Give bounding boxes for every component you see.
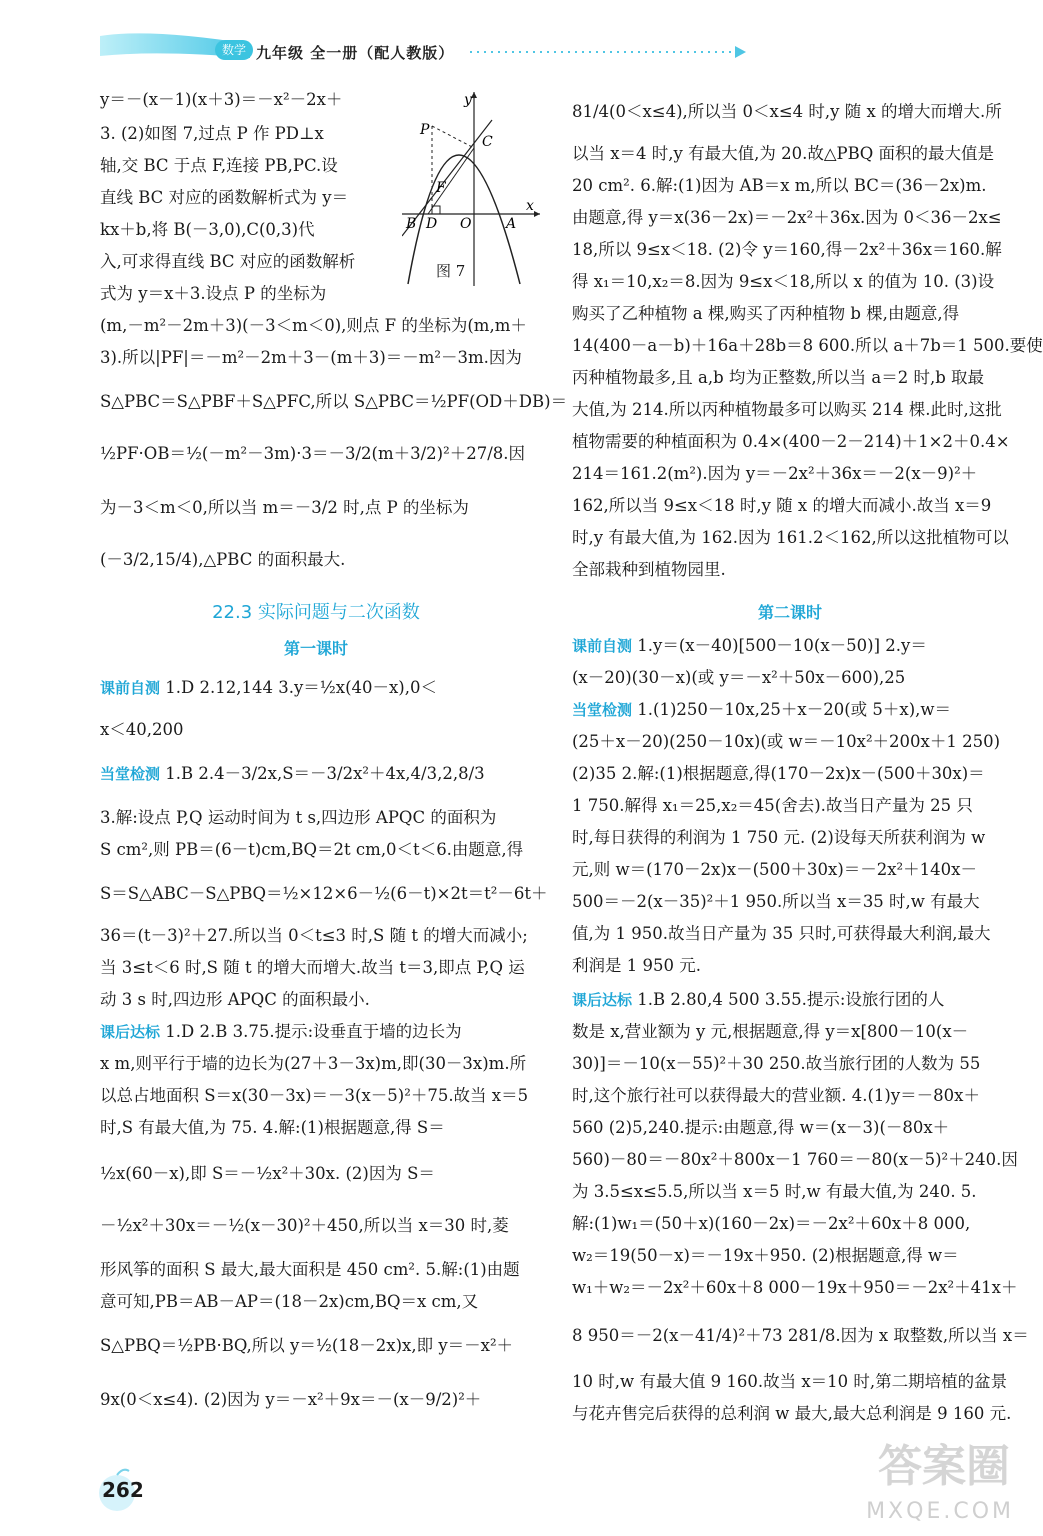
text-line: 14(400－a－b)＋16a＋28b＝8 600.所以 a＋7b＝1 500.要使 — [572, 336, 1043, 355]
text-line: ½x(60－x),即 S＝－½x²＋30x. (2)因为 S＝ — [100, 1164, 435, 1183]
text-line: (2)35 2.解:(1)根据题意,得(170－2x)x－(500＋30x)＝ — [572, 764, 985, 783]
text-line: (m,－m²－2m＋3)(－3＜m＜0),则点 F 的坐标为(m,m＋ — [100, 316, 527, 335]
tag-class-test: 当堂检测 — [100, 765, 161, 783]
tag-post-test: 课后达标 — [572, 991, 633, 1009]
page-header — [0, 0, 1043, 80]
fig-label: C — [482, 134, 493, 150]
text-line: 时,S 有最大值,为 75. 4.解:(1)根据题意,得 S＝ — [100, 1118, 445, 1137]
text-line: 形风筝的面积 S 最大,最大面积是 450 cm². 5.解:(1)由题 — [100, 1260, 520, 1279]
text-line: x＜40,200 — [100, 720, 184, 739]
text-line: 式为 y＝x＋3.设点 P 的坐标为 — [100, 284, 327, 303]
text-line: 500＝－2(x－35)²＋1 950.所以当 x＝35 时,w 有最大 — [572, 892, 980, 911]
text-line: 解:(1)w₁＝(50＋x)(160－2x)＝－2x²＋60x＋8 000, — [572, 1214, 971, 1233]
text-line — [100, 1018, 462, 1046]
text-line: 30)]＝－10(x－55)²＋30 250.故当旅行团的人数为 55 — [572, 1054, 981, 1073]
text-line: 元,则 w＝(170－2x)x－(500＋30x)＝－2x²＋140x－ — [572, 860, 977, 879]
text-line: 购买了乙种植物 a 棵,购买了丙种植物 b 棵,由题意,得 — [572, 304, 960, 323]
text-line: －½x²＋30x＝－½(x－30)²＋450,所以当 x＝30 时,菱 — [100, 1216, 509, 1235]
text-line — [100, 674, 437, 702]
text-line: kx＋b,将 B(－3,0),C(0,3)代 — [100, 220, 315, 239]
text-line: 动 3 s 时,四边形 APQC 的面积最小. — [100, 990, 370, 1009]
tag-pre-test: 课前自测 — [100, 679, 161, 697]
text-line: 36＝(t－3)²＋27.所以当 0＜t≤3 时,S 随 t 的增大而减小; — [100, 926, 528, 945]
text-line: S cm²,则 PB＝(6－t)cm,BQ＝2t cm,0＜t＜6.由题意,得 — [100, 840, 524, 859]
text-line — [572, 986, 944, 1014]
answer-text: 1.B 2.80,4 500 3.55.提示:设旅行团的人 — [637, 990, 945, 1009]
text-line: 入,可求得直线 BC 对应的函数解析 — [100, 252, 356, 271]
fig-label: A — [506, 216, 517, 232]
fig-label: O — [460, 216, 472, 232]
text-line: 3).所以|PF|＝－m²－2m＋3－(m＋3)＝－m²－3m.因为 — [100, 348, 522, 367]
text-line: 直线 BC 对应的函数解析式为 y＝ — [100, 188, 349, 207]
text-line: 植物需要的种植面积为 0.4×(400－2－214)＋1×2＋0.4× — [572, 432, 1010, 451]
fig-label: F — [436, 180, 446, 196]
text-line: 20 cm². 6.解:(1)因为 AB＝x m,所以 BC＝(36－2x)m. — [572, 176, 987, 195]
answer-text: 1.D 2.12,144 3.y＝½x(40－x),0＜ — [165, 678, 437, 697]
watermark-url: MXQE.COM — [866, 1499, 1014, 1524]
answer-text: 1.D 2.B 3.75.提示:设垂直于墙的边长为 — [165, 1022, 462, 1041]
text-line: 利润是 1 950 元. — [572, 956, 701, 975]
text-line — [100, 760, 485, 788]
text-line: 560 (2)5,240.提示:由题意,得 w＝(x－3)(－80x＋ — [572, 1118, 950, 1137]
text-line — [572, 696, 951, 724]
text-line: 3.解:设点 P,Q 运动时间为 t s,四边形 APQC 的面积为 — [100, 808, 497, 827]
text-line: 9x(0＜x≤4). (2)因为 y＝－x²＋9x＝－(x－9/2)²＋ — [100, 1390, 482, 1409]
text-line: 18,所以 9≤x＜18. (2)令 y＝160,得－2x²＋36x＝160.解 — [572, 240, 1002, 259]
text-line: (－3/2,15/4),△PBC 的面积最大. — [100, 550, 346, 569]
text-line: 162,所以当 9≤x＜18 时,y 随 x 的增大而减小.故当 x＝9 — [572, 496, 992, 515]
header-title: 九年级 全一册（配人教版） — [256, 44, 455, 62]
answer-text: 1.y＝(x－40)[500－10(x－50)] 2.y＝ — [637, 636, 927, 655]
lesson-title: 第一课时 — [283, 639, 348, 658]
text-line: ½PF·OB＝½(－m²－3m)·3＝－3/2(m＋3/2)²＋27/8.因 — [100, 444, 525, 463]
text-line: 当 3≤t＜6 时,S 随 t 的增大而增大.故当 t＝3,即点 P,Q 运 — [100, 958, 525, 977]
text-line: 以当 x＝4 时,y 有最大值,为 20.故△PBQ 面积的最大值是 — [572, 144, 995, 163]
fig-label: B — [406, 216, 417, 232]
fig-label: y — [464, 92, 472, 108]
text-line: 丙种植物最多,且 a,b 均为正整数,所以当 a＝2 时,b 取最 — [572, 368, 985, 387]
text-line: w₂＝19(50－x)＝－19x＋950. (2)根据题意,得 w＝ — [572, 1246, 959, 1265]
text-line: 以总占地面积 S＝x(30－3x)＝－3(x－5)²＋75.故当 x＝5 — [100, 1086, 529, 1105]
text-line: x m,则平行于墙的边长为(27＋3－3x)m,即(30－3x)m.所 — [100, 1054, 527, 1073]
text-line: 意可知,PB＝AB－AP＝(18－2x)cm,BQ＝x cm,又 — [100, 1292, 479, 1311]
text-line: 全部栽种到植物园里. — [572, 560, 726, 579]
text-line: S△PBQ＝½PB·BQ,所以 y＝½(18－2x)x,即 y＝－x²＋ — [100, 1336, 514, 1355]
fig-label: P — [420, 122, 430, 138]
text-line: 为－3＜m＜0,所以当 m＝－3/2 时,点 P 的坐标为 — [100, 498, 469, 517]
text-line: 时,y 有最大值,为 162.因为 161.2＜162,所以这批植物可以 — [572, 528, 1009, 547]
section-title: 22.3 实际问题与二次函数 — [212, 602, 420, 623]
fig-label: x — [526, 198, 534, 214]
text-line: 数是 x,营业额为 y 元,根据题意,得 y＝x[800－10(x－ — [572, 1022, 969, 1041]
text-line: 1 750.解得 x₁＝25,x₂＝45(舍去).故当日产量为 25 只 — [572, 796, 973, 815]
text-line: y＝－(x－1)(x＋3)＝－x²－2x＋ — [100, 90, 343, 109]
tag-post-test: 课后达标 — [100, 1023, 161, 1041]
answer-text: 1.B 2.4－3/2x,S＝－3/2x²＋4x,4/3,2,8/3 — [165, 764, 485, 783]
text-line: (x－20)(30－x)(或 y＝－x²＋50x－600),25 — [572, 668, 906, 687]
text-line: 81/4(0＜x≤4),所以当 0＜x≤4 时,y 随 x 的增大而增大.所 — [572, 102, 1002, 121]
lesson-title: 第二课时 — [757, 603, 822, 622]
figure-caption: 图 7 — [436, 262, 466, 280]
text-line: 与花卉售完后获得的总利润 w 最大,最大总利润是 9 160 元. — [572, 1404, 1012, 1423]
text-line: (25＋x－20)(250－10x)(或 w＝－10x²＋200x＋1 250) — [572, 732, 1001, 751]
fig-label: D — [426, 216, 438, 232]
tag-pre-test: 课前自测 — [572, 637, 633, 655]
text-line: 为 3.5≤x≤5.5,所以当 x＝5 时,w 有最大值,为 240. 5. — [572, 1182, 977, 1201]
text-line: 时,这个旅行社可以获得最大的营业额. 4.(1)y＝－80x＋ — [572, 1086, 980, 1105]
subject-badge: 数学 — [215, 40, 253, 60]
parabola-figure — [402, 86, 542, 286]
text-line: 值,为 1 950.故当日产量为 35 只时,可获得最大利润,最大 — [572, 924, 991, 943]
text-line: 得 x₁＝10,x₂＝8.因为 9≤x＜18,所以 x 的值为 10. (3)设 — [572, 272, 995, 291]
text-line — [572, 632, 927, 660]
watermark-cn: 答案圈 — [878, 1441, 1010, 1492]
text-line: 8 950＝－2(x－41/4)²＋73 281/8.因为 x 取整数,所以当 x＝ — [572, 1326, 1029, 1345]
answer-text: 1.(1)250－10x,25＋x－20(或 5＋x),w＝ — [637, 700, 952, 719]
text-line: 时,每日获得的利润为 1 750 元. (2)设每天所获利润为 w — [572, 828, 986, 847]
header-banner-decoration — [0, 0, 1043, 80]
text-line: 3. (2)如图 7,过点 P 作 PD⊥x — [100, 124, 324, 143]
tag-class-test: 当堂检测 — [572, 701, 633, 719]
text-line: 10 时,w 有最大值 9 160.故当 x＝10 时,第二期培植的盆景 — [572, 1372, 1008, 1391]
watermark — [868, 1430, 1028, 1530]
text-line: w₁＋w₂＝－2x²＋60x＋8 000－19x＋950＝－2x²＋41x＋ — [572, 1278, 1018, 1297]
text-line: 大值,为 214.所以丙种植物最多可以购买 214 棵.此时,这批 — [572, 400, 1002, 419]
text-line: 214＝161.2(m²).因为 y＝－2x²＋36x＝－2(x－9)²＋ — [572, 464, 978, 483]
text-line: 560)－80＝－80x²＋800x－1 760＝－80(x－5)²＋240.因 — [572, 1150, 1018, 1169]
text-line: 轴,交 BC 于点 F,连接 PB,PC.设 — [100, 156, 338, 175]
page-number: 262 — [102, 1478, 144, 1502]
text-line: S＝S△ABC－S△PBQ＝½×12×6－½(6－t)×2t＝t²－6t＋ — [100, 884, 548, 903]
text-line: 由题意,得 y＝x(36－2x)＝－2x²＋36x.因为 0＜36－2x≤ — [572, 208, 1002, 227]
text-line: S△PBC＝S△PBF＋S△PFC,所以 S△PBC＝½PF(OD＋DB)＝ — [100, 392, 568, 411]
